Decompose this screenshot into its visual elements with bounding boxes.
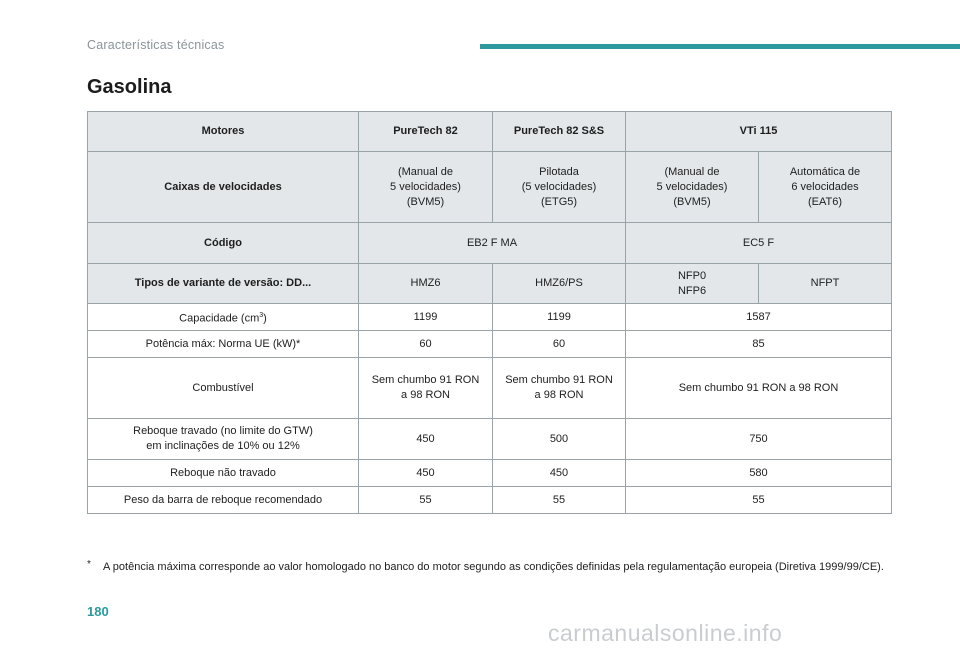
table-row-combustivel [88,358,892,419]
engine-cell-3: VTi 115 [626,112,892,152]
gearbox-cell-3: (Manual de 5 velocidades) (BVM5) [626,152,759,223]
footnote-mark: * [87,559,91,570]
unbraked-tow-cell-2: 450 [493,460,626,487]
row-label-caixas: Caixas de velocidades [88,152,359,223]
page-number: 180 [87,604,109,619]
unbraked-tow-cell-3: 580 [626,460,892,487]
variant-cell-2: HMZ6/PS [493,264,626,304]
row-label-reboque-travado: Reboque travado (no limite do GTW) em inclinações de 10% ou 12% [88,419,359,460]
table-row-motores [88,112,892,152]
row-label-combustivel: Combustível [88,358,359,419]
specs-table [87,111,892,514]
row-label-potencia: Potência máx: Norma UE (kW)* [88,331,359,358]
capacity-cell-3: 1587 [626,304,892,331]
towbar-weight-cell-2: 55 [493,487,626,514]
table-row-codigo [88,223,892,264]
unbraked-tow-cell-1: 450 [359,460,493,487]
row-label-motores: Motores [88,112,359,152]
power-cell-3: 85 [626,331,892,358]
braked-tow-cell-1: 450 [359,419,493,460]
code-cell-2: EC5 F [626,223,892,264]
capacity-cell-2: 1199 [493,304,626,331]
capacity-cell-1: 1199 [359,304,493,331]
table-row-tipos [88,264,892,304]
row-label-tipos: Tipos de variante de versão: DD... [88,264,359,304]
table-row-caixas [88,152,892,223]
variant-cell-4: NFPT [759,264,892,304]
variant-cell-1: HMZ6 [359,264,493,304]
engine-cell-1: PureTech 82 [359,112,493,152]
table-row-peso [88,487,892,514]
braked-tow-cell-3: 750 [626,419,892,460]
table-row-capacidade [88,304,892,331]
engine-cell-2: PureTech 82 S&S [493,112,626,152]
variant-cell-3: NFP0 NFP6 [626,264,759,304]
row-label-codigo: Código [88,223,359,264]
towbar-weight-cell-1: 55 [359,487,493,514]
footnote-text: A potência máxima corresponde ao valor homologado no banco do motor segundo as condições definidas pela regulamentação europeia (Diretiva 1999/99/CE). [103,561,884,573]
towbar-weight-cell-3: 55 [626,487,892,514]
section-label: Características técnicas [87,38,225,52]
row-label-peso: Peso da barra de reboque recomendado [88,487,359,514]
footnote [87,560,887,575]
braked-tow-cell-2: 500 [493,419,626,460]
gearbox-cell-1: (Manual de 5 velocidades) (BVM5) [359,152,493,223]
row-label-capacidade: Capacidade $(cm^3)$ [88,304,359,331]
gearbox-cell-2: Pilotada (5 velocidades) (ETG5) [493,152,626,223]
code-cell-1: EB2 F MA [359,223,626,264]
table-row-reboque-travado [88,419,892,460]
table-row-reboque-nao [88,460,892,487]
fuel-cell-3: Sem chumbo 91 RON a 98 RON [626,358,892,419]
gearbox-cell-4: Automática de 6 velocidades (EAT6) [759,152,892,223]
section-accent-bar [480,44,960,49]
power-cell-2: 60 [493,331,626,358]
fuel-cell-1: Sem chumbo 91 RON a 98 RON [359,358,493,419]
watermark: carmanualsonline.info [548,620,783,646]
table-row-potencia [88,331,892,358]
power-cell-1: 60 [359,331,493,358]
fuel-cell-2: Sem chumbo 91 RON a 98 RON [493,358,626,419]
row-label-reboque-nao: Reboque não travado [88,460,359,487]
page-title: Gasolina [87,76,172,98]
